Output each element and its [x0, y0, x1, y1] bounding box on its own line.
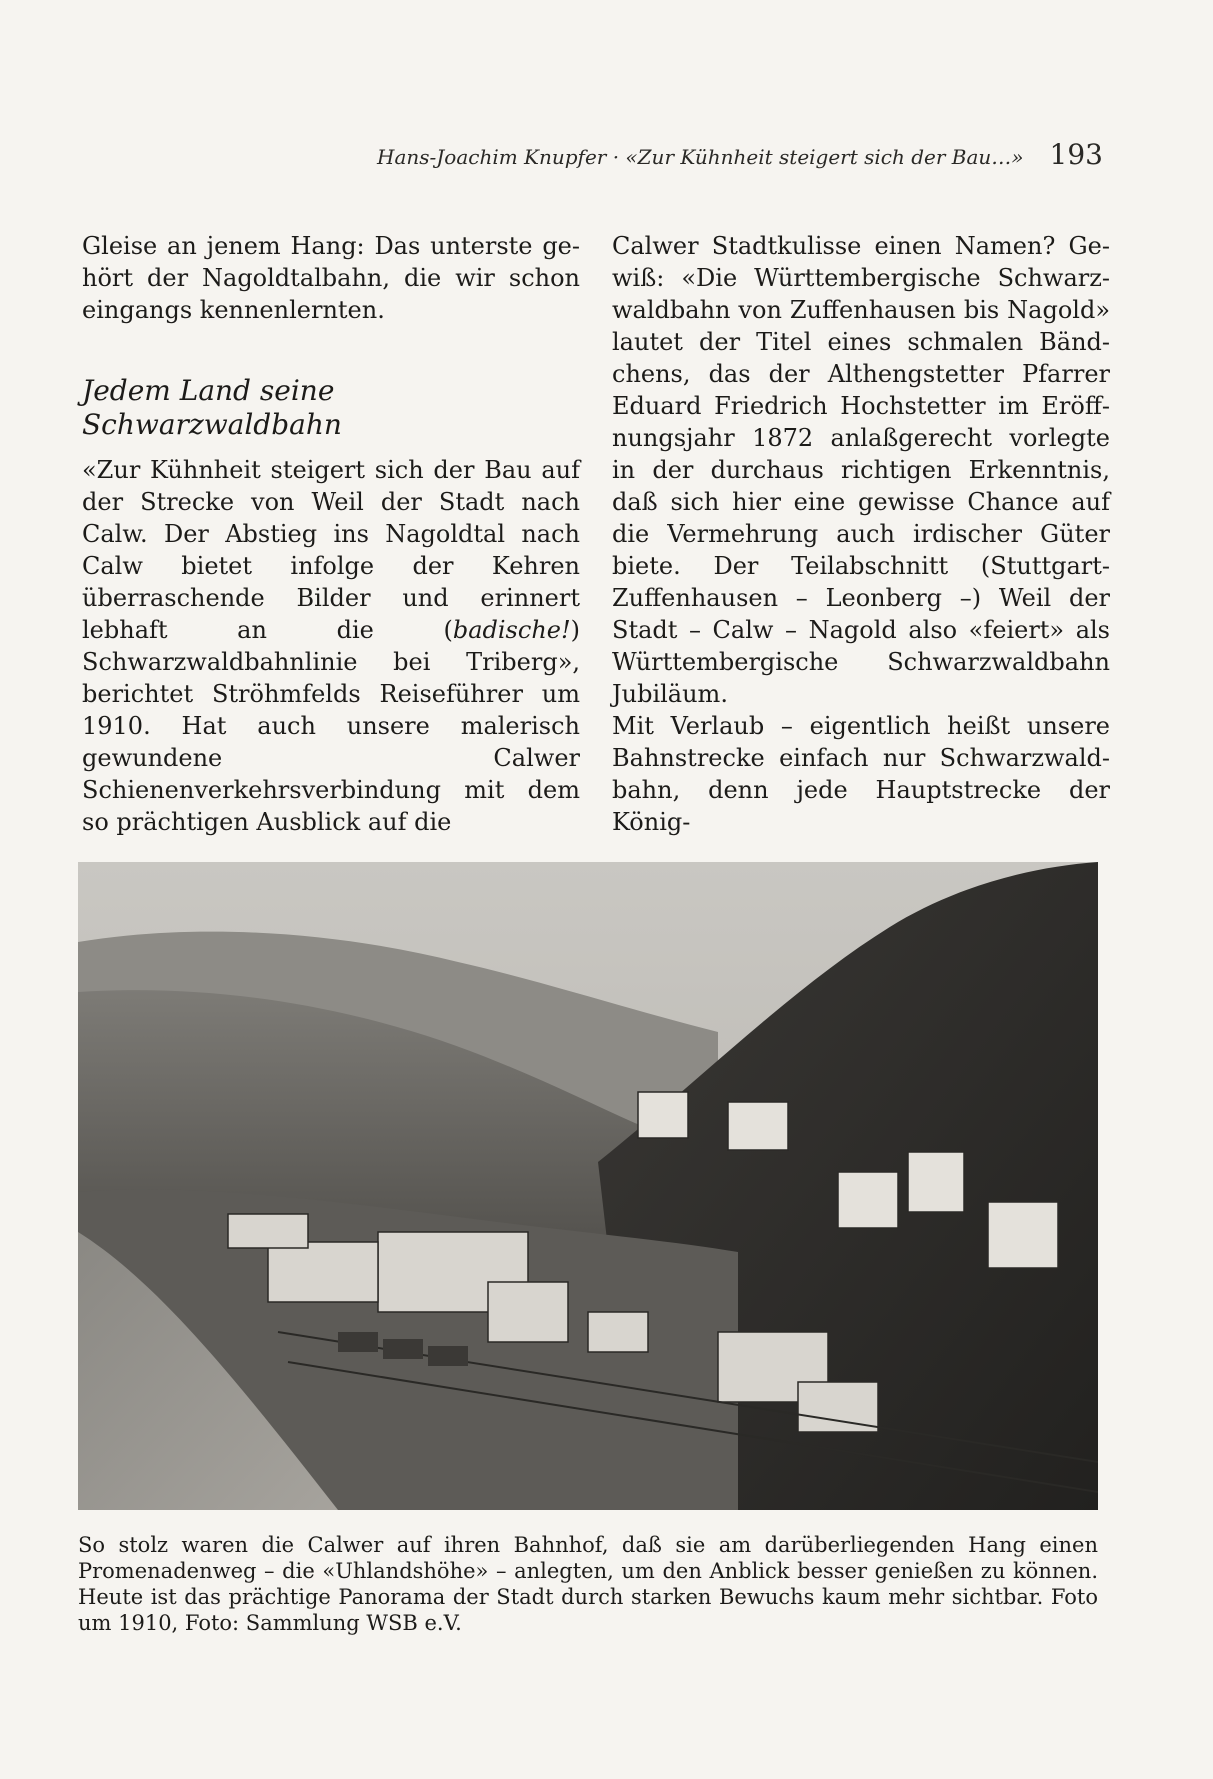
historic-photo-calw-station — [78, 862, 1098, 1510]
left-paragraph-2-start: «Zur Kühnheit steigert sich der Bau auf der Strecke von Weil der Stadt nach Calw. Der Abstieg ins Nagoldtal nach Calw bietet infolge der Kehren überraschende Bilder und erinnert lebhaft an die ( — [82, 456, 580, 644]
running-header — [80, 138, 1103, 171]
left-paragraph-1: Gleise an jenem Hang: Das unterste gehört der Nagoldtalbahn, die wir schon eingangs kennenlernten. — [82, 232, 580, 324]
page-number: 193 — [1049, 138, 1103, 171]
left-column — [82, 230, 580, 838]
section-heading: Jedem Land seine Schwarzwaldbahn — [82, 374, 342, 441]
right-paragraph-1: Calwer Stadtkulisse einen Namen? Gewiß: «Die Württembergische Schwarzwaldbahn von Zuffenhausen bis Nagold» lautet der Titel eines schmalen Bändchens, das der Althengstetter Pfarrer Eduard Friedrich Hochstetter im Eröffnungsjahr 1872 anlaßgerecht vorlegte in der durchaus richtigen Erkenntnis, daß sich hier eine gewisse Chance auf die Vermehrung auch irdischer Güter biete. Der Teilabschnitt (Stuttgart-Zuffenhausen – Leonberg –) Weil der Stadt – Calw – Nagold also «feiert» als Württembergische Schwarzwaldbahn Jubiläum. — [612, 232, 1110, 708]
right-column — [612, 230, 1110, 838]
photo-illustration — [78, 862, 1098, 1510]
running-title: Hans-Joachim Knupfer · «Zur Kühnheit steigert sich der Bau…» — [377, 145, 1024, 169]
photo-caption: So stolz waren die Calwer auf ihren Bahnhof, daß sie am darüberliegenden Hang einen Promenadenweg – die «Uhlandshöhe» – anlegten, um den Anblick besser genießen zu können. Heute ist das prächtige Panorama der Stadt durch starken Bewuchs kaum mehr sichtbar. Foto um 1910, Foto: Sammlung WSB e.V. — [78, 1533, 1098, 1635]
left-paragraph-2 — [82, 454, 580, 838]
right-paragraph-2: Mit Verlaub – eigentlich heißt unsere Bahnstrecke einfach nur Schwarzwaldbahn, denn jede Hauptstrecke der König- — [612, 712, 1110, 836]
left-paragraph-2-italic: badische! — [452, 616, 571, 644]
left-paragraph-2-end: ) Schwarzwaldbahnlinie bei Triberg», berichtet Ströhmfelds Reiseführer um 1910. Hat auch unsere malerisch gewundene Calwer Schienenverkehrsverbindung mit dem so prächtigen Ausblick auf die — [82, 616, 580, 836]
